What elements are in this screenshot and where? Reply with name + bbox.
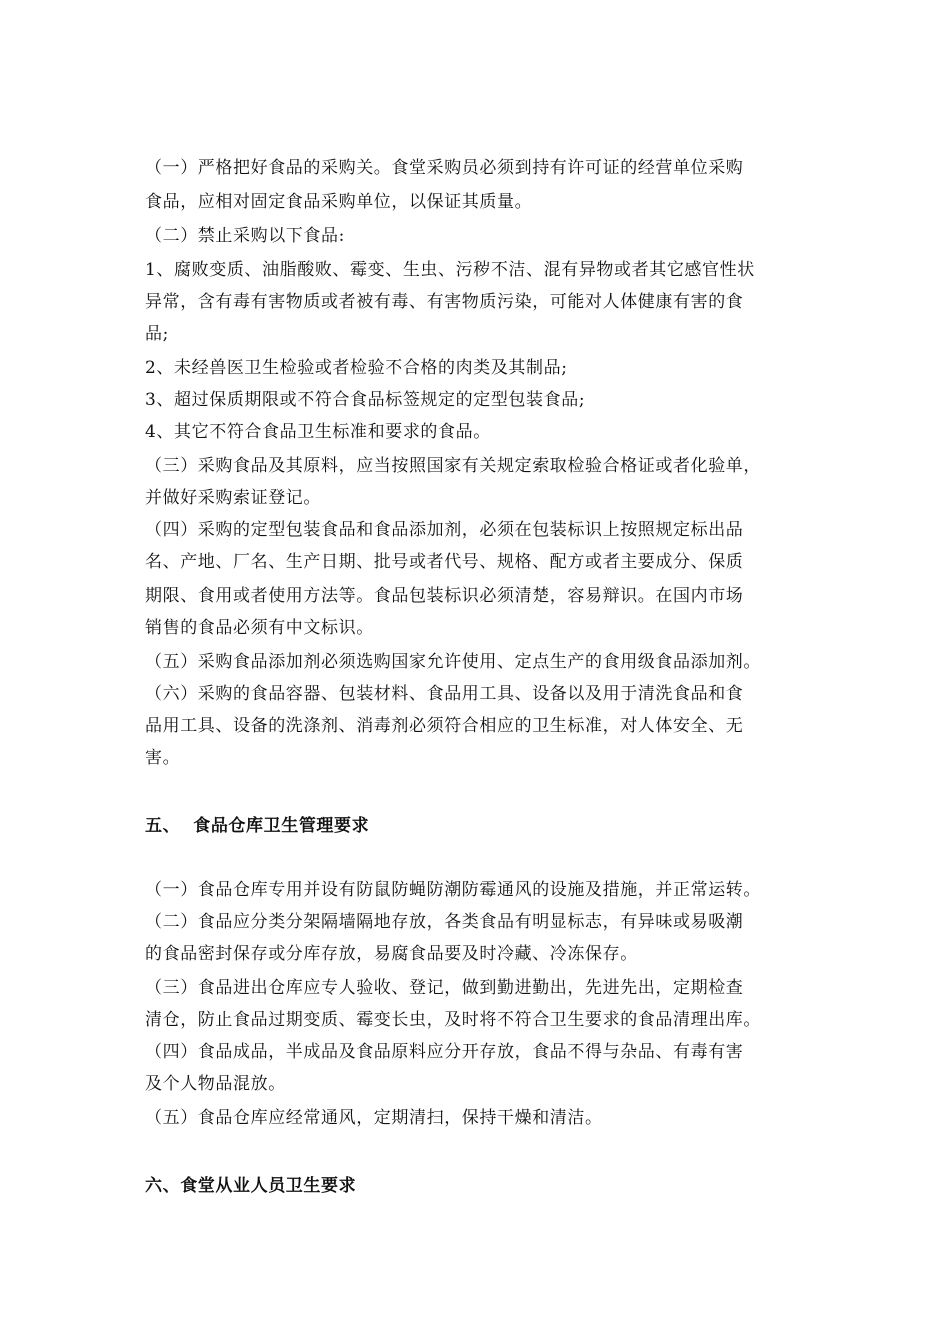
paragraph-line: （五）食品仓库应经常通风，定期清扫，保持干燥和清洁。 bbox=[145, 1108, 603, 1128]
paragraph-line: 及个人物品混放。 bbox=[145, 1074, 286, 1094]
paragraph-line: （一）食品仓库专用并设有防鼠防蝇防潮防霉通风的设施及措施，并正常运转。 bbox=[145, 880, 761, 900]
section-heading-six: 六、食堂从业人员卫生要求 bbox=[145, 1176, 357, 1196]
paragraph-line: 2、未经兽医卫生检验或者检验不合格的肉类及其制品; bbox=[145, 358, 568, 378]
paragraph-line: （一）严格把好食品的采购关。食堂采购员必须到持有许可证的经营单位采购 bbox=[145, 158, 744, 178]
paragraph-line: （三）食品进出仓库应专人验收、登记，做到勤进勤出，先进先出，定期检查 bbox=[145, 978, 744, 998]
paragraph-line: 期限、食用或者使用方法等。食品包装标识必须清楚，容易辩识。在国内市场 bbox=[145, 586, 744, 606]
paragraph-line: （四）食品成品，半成品及食品原料应分开存放，食品不得与杂品、有毒有害 bbox=[145, 1042, 744, 1062]
paragraph-line: （六）采购的食品容器、包装材料、食品用工具、设备以及用于清洗食品和食 bbox=[145, 684, 744, 704]
paragraph-line: 品用工具、设备的洗涤剂、消毒剂必须符合相应的卫生标准，对人体安全、无 bbox=[145, 716, 744, 736]
paragraph-line: 销售的食品必须有中文标识。 bbox=[145, 618, 374, 638]
paragraph-line: 异常，含有毒有害物质或者被有毒、有害物质污染，可能对人体健康有害的食 bbox=[145, 292, 744, 312]
paragraph-line: 的食品密封保存或分库存放，易腐食品要及时冷藏、冷冻保存。 bbox=[145, 944, 638, 964]
paragraph-line: （二）食品应分类分架隔墙隔地存放，各类食品有明显标志，有异味或易吸潮 bbox=[145, 912, 744, 932]
section-heading-five: 五、 食品仓库卫生管理要求 bbox=[145, 816, 370, 836]
paragraph-line: 品; bbox=[145, 324, 169, 344]
paragraph-line: 害。 bbox=[145, 748, 181, 768]
paragraph-line: 1、腐败变质、油脂酸败、霉变、生虫、污秽不洁、混有异物或者其它感官性状 bbox=[145, 260, 755, 280]
paragraph-line: 4、其它不符合食品卫生标准和要求的食品。 bbox=[145, 422, 491, 442]
paragraph-line: （四）采购的定型包装食品和食品添加剂，必须在包装标识上按照规定标出品 bbox=[145, 520, 744, 540]
paragraph-line: 名、产地、厂名、生产日期、批号或者代号、规格、配方或者主要成分、保质 bbox=[145, 552, 744, 572]
paragraph-line: （二）禁止采购以下食品: bbox=[145, 226, 345, 246]
paragraph-line: 清仓，防止食品过期变质、霉变长虫，及时将不符合卫生要求的食品清理出库。 bbox=[145, 1010, 761, 1030]
paragraph-line: （三）采购食品及其原料，应当按照国家有关规定索取检验合格证或者化验单， bbox=[145, 456, 761, 476]
paragraph-line: 3、超过保质期限或不符合食品标签规定的定型包装食品; bbox=[145, 390, 586, 410]
paragraph-line: （五）采购食品添加剂必须选购国家允许使用、定点生产的食用级食品添加剂。 bbox=[145, 652, 761, 672]
paragraph-line: 食品，应相对固定食品采购单位，以保证其质量。 bbox=[145, 192, 533, 212]
paragraph-line: 并做好采购索证登记。 bbox=[145, 488, 321, 508]
